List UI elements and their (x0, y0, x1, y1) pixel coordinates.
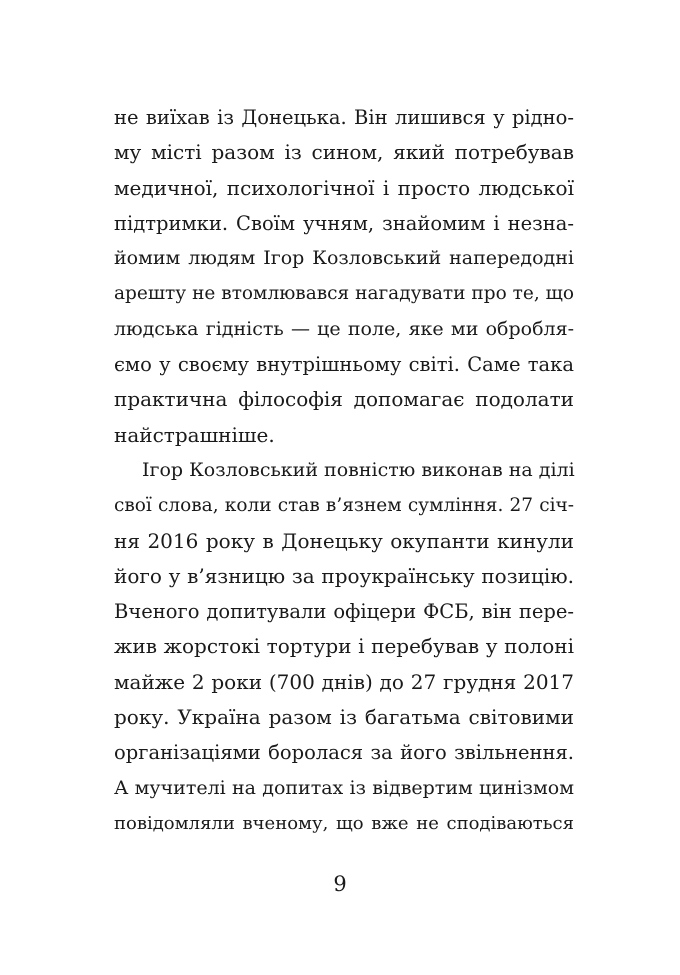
text-line: майже 2 роки (700 днів) до 27 грудня 2017 (114, 669, 574, 694)
text-line: його у в’язницю за проукраїнську позицію. (114, 563, 574, 588)
text-line: практична філософія допомагає подолати (114, 387, 574, 412)
text-line: Вченого допитували офіцери ФСБ, він пере- (114, 600, 574, 624)
text-line: найстрашніше. (114, 422, 275, 447)
paragraph-1 (114, 100, 574, 453)
text-line: року. Україна разом із багатьма світовими (114, 705, 574, 730)
text-line: свої слова, коли став в’язнем сумління. 27 січ- (114, 495, 574, 517)
paragraph-2 (114, 453, 574, 841)
text-line: медичної, психологічної і просто людської (114, 175, 574, 200)
text-line: ня 2016 року в Донецьку окупанти кинули (114, 528, 574, 553)
body-text (114, 100, 574, 841)
text-line: А мучителі на допитах із відвертим цинізмом (114, 776, 574, 799)
text-line: підтримки. Своїм учням, знайомим і незна- (114, 211, 574, 235)
text-line: му місті разом із сином, який потребував (114, 140, 574, 165)
text-line: жив жорстокі тортури і перебував у полоні (114, 634, 574, 659)
text-line: повідомляли вченому, що вже не сподіваються (114, 812, 574, 834)
text-line: арешту не втомлювався нагадувати про те, що (114, 283, 574, 305)
page-number: 9 (333, 872, 347, 896)
text-line: Ігор Козловський повністю виконав на ділі (142, 458, 575, 481)
text-line: йомим людям Ігор Козловський напередодні (114, 247, 574, 270)
text-line: організаціями боролася за його звільнення. (114, 741, 574, 765)
text-line: не виїхав із Донецька. Він лишився у рідно- (114, 106, 574, 129)
text-line: ємо у своєму внутрішньому світі. Саме така (114, 353, 574, 377)
text-line: людська гідність — це поле, яке ми обробля- (114, 317, 574, 340)
